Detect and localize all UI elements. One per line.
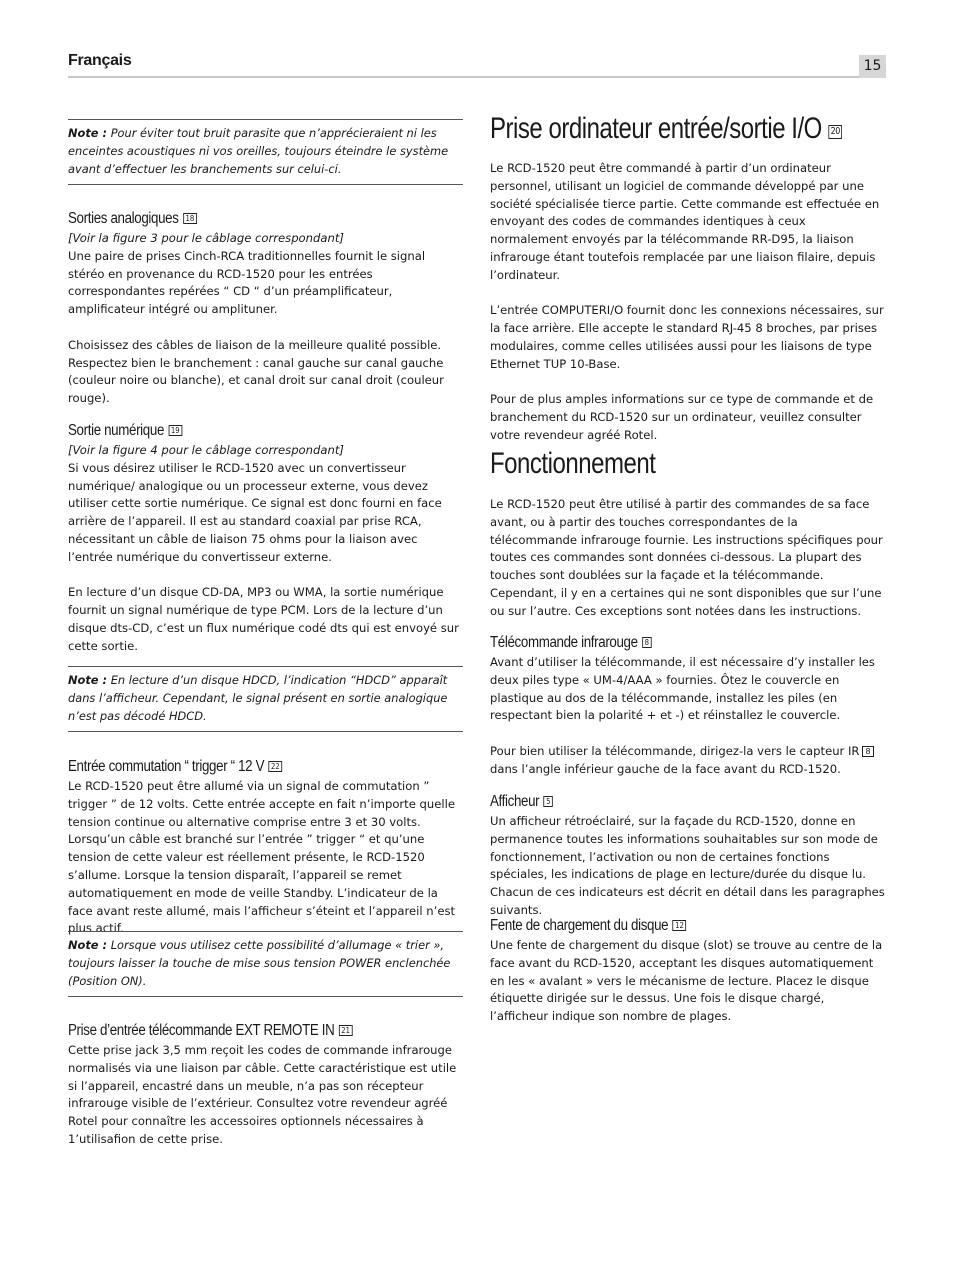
- note-label: Note :: [68, 673, 108, 687]
- ref-badge: 20: [828, 125, 842, 139]
- paragraph: Si vous désirez utiliser le RCD-1520 avec un convertisseur numérique/ analogique ou un processeur externe, vous devez utiliser cette sortie numérique. Ce signal est donc fourni en face arrière de l’appareil. Il est au standard coaxial par prise RCA, nécessitant un câble de liaison 75 ohms pour la liaison avec l’entrée numérique du convertisseur externe.: [68, 460, 442, 564]
- note-hdcd: [68, 666, 463, 732]
- section-title: Fente de chargement du disque 12: [490, 916, 831, 936]
- section-display: [490, 792, 886, 920]
- section-computer-io: [490, 111, 886, 147]
- main-heading: Fonctionnement: [490, 447, 656, 480]
- section-title: Télécommande infrarouge 8: [490, 633, 831, 653]
- paragraph: En lecture d’un disque CD-DA, MP3 ou WMA, la sortie numérique fournit un signal numérique de type PCM. Lors de la lecture d’un disque dts-CD, c’est un flux numérique codé dts qui est envoyé sur cette sortie.: [68, 585, 459, 653]
- page-number: 15: [859, 55, 886, 78]
- section-disc-slot: [490, 916, 886, 1026]
- header-rule: [68, 76, 886, 78]
- paragraph: Le RCD-1520 peut être commandé à partir d’un ordinateur personnel, utilisant un logiciel de commande développé par une société spécialisée tierce partie. Cette commande est effectuée en envoyant des codes de commandes identiques à ceux normalement envoyés par la télécommande RR-D95, la liaison infrarouge étant toutefois remplacée par une liaison filaire, depuis l’ordinateur.: [490, 161, 880, 282]
- note-label: Note :: [68, 938, 108, 952]
- figure-reference: [Voir la figure 4 pour le câblage correspondant]: [68, 443, 344, 457]
- paragraph: Pour de plus amples informations sur ce type de commande et de branchement du RCD-1520 sur un ordinateur, veuillez consulter votre revendeur agréé Rotel.: [490, 392, 874, 442]
- section-title: Afficheur 5: [490, 792, 831, 812]
- note-text: Pour éviter tout bruit parasite que n’apprécieraient ni les enceintes acoustiques ni vos oreilles, toujours éteindre le système avant d’effectuer les branchements sur celui-ci.: [68, 126, 449, 176]
- section-title: Entrée commutation “ trigger “ 12 V 22: [68, 757, 408, 777]
- paragraph: Une fente de chargement du disque (slot) se trouve au centre de la face avant du RCD-1520, acceptant les disques automatiquement en les « avalant » vers le mécanisme de lecture. Placez le disque étiquette dirigée sur le dessus. Une fois le disque chargé, l’afficheur indique son nombre de plages.: [490, 938, 883, 1024]
- header-language: Français: [68, 52, 132, 69]
- paragraph: L’entrée COMPUTERI/O fournit donc les connexions nécessaires, sur la face arrière. Elle accepte le standard RJ-45 8 broches, par prises modulaires, comme celles utilisées aussi pour les liaisons de type Ethernet TUP 10-Base.: [490, 303, 884, 371]
- ref-badge: 8: [862, 746, 873, 757]
- note-disconnect: [68, 119, 463, 185]
- note-text: En lecture d’un disque HDCD, l’indication “HDCD” apparaît dans l’afficheur. Cependant, le signal présent en sortie analogique n’est pas décodé HDCD.: [68, 673, 448, 723]
- section-analog-outputs: [68, 209, 463, 408]
- operation-body: [490, 496, 886, 621]
- ref-badge: 21: [339, 1025, 353, 1036]
- computer-io-body: [490, 160, 886, 445]
- ref-badge: 12: [673, 920, 687, 931]
- section-ir-remote: [490, 633, 886, 779]
- ref-badge: 8: [642, 637, 652, 648]
- ref-badge: 18: [183, 213, 197, 224]
- figure-reference: [Voir la figure 3 pour le câblage correspondant]: [68, 231, 344, 245]
- section-title: Prise d’entrée télécommande EXT REMOTE IN 21: [68, 1021, 408, 1041]
- section-operation: [490, 446, 886, 482]
- paragraph: Avant d’utiliser la télécommande, il est nécessaire d’y installer les deux piles type « UM-4/AAA » fournies. Ôtez le couvercle en plastique au dos de la télécommande, installez les piles (en respectant bien la polarité + et -) et réinstallez le couvercle.: [490, 655, 875, 723]
- main-heading: Prise ordinateur entrée/sortie I/O 20: [490, 111, 807, 147]
- section-title: Sorties analogiques 18: [68, 209, 408, 229]
- ref-badge: 19: [168, 425, 182, 436]
- paragraph: Le RCD-1520 peut être utilisé à partir des commandes de sa face avant, ou à partir des touches correspondantes de la télécommande infrarouge fournie. Les instructions spécifiques pour toutes ces commandes sont données ci-dessous. La plupart des touches sont doublées sur la façade et la télécommande. Cependant, il y en a certaines qui ne sont disponibles que sur l’une ou sur l’autre. Ces exceptions sont notées dans les instructions.: [490, 497, 883, 618]
- paragraph: Choisissez des câbles de liaison de la meilleure qualité possible. Respectez bien le branchement : canal gauche sur canal gauche (couleur noire ou blanche), et canal droit sur canal droit (couleur rouge).: [68, 337, 444, 406]
- paragraph: Cette prise jack 3,5 mm reçoit les codes de commande infrarouge normalisés via une liaison par câble. Cette caractéristique est utile si l’appareil, encastré dans un meuble, n’a pas son récepteur infrarouge visible de l’extérieur. Consultez votre revendeur agréé Rotel pour connaître les accessoires optionnels nécessaires à 1’utilisafion de cette prise.: [68, 1043, 457, 1146]
- ref-badge: 22: [268, 761, 282, 772]
- section-trigger-input: [68, 757, 463, 938]
- ref-badge: 5: [544, 796, 554, 807]
- paragraph: Pour bien utiliser la télécommande, dirigez-la vers le capteur IR 8 dans l’angle inférieur gauche de la face avant du RCD-1520.: [490, 743, 886, 779]
- paragraph: Le RCD-1520 peut être allumé via un signal de commutation ” trigger ” de 12 volts. Cette entrée accepte en fait n’importe quelle tension continue ou alternative comprise entre 3 et 30 volts. Lorsqu’un câble est branché sur l’entrée ” trigger “ et qu’une tension de cette valeur est réellement présente, le RCD-1520 s’allume. Lorsque la tension disparaît, l’appareil se remet automatiquement en mode de veille Standby. L’indicateur de la face avant reste allumé, mais l’afficheur s’éteint et l’appareil n’est plus actif.: [68, 779, 456, 936]
- note-label: Note :: [68, 126, 108, 140]
- paragraph: Un afficheur rétroéclairé, sur la façade du RCD-1520, donne en permanence toutes les informations souhaitables sur son mode de fonctionnement, l’activation ou non de certaines fonctions spéciales, les indications de plage en lecture/durée du disque lu. Chacun de ces indicateurs est décrit en détail dans les paragraphes suivants.: [490, 814, 885, 917]
- section-digital-output: [68, 421, 463, 656]
- paragraph: Une paire de prises Cinch-RCA traditionnelles fournit le signal stéréo en provenance du RCD-1520 pour les entrées correspondantes repérées “ CD “ d’un préamplificateur, amplificateur intégré ou amplituner.: [68, 248, 426, 317]
- section-ext-remote-in: [68, 1021, 463, 1149]
- note-text: Lorsque vous utilisez cette possibilité d’allumage « trier », toujours laisser la touche de mise sous tension POWER enclenchée (Position ON).: [68, 938, 451, 988]
- section-title: Sortie numérique 19: [68, 421, 408, 441]
- note-trigger: [68, 931, 463, 997]
